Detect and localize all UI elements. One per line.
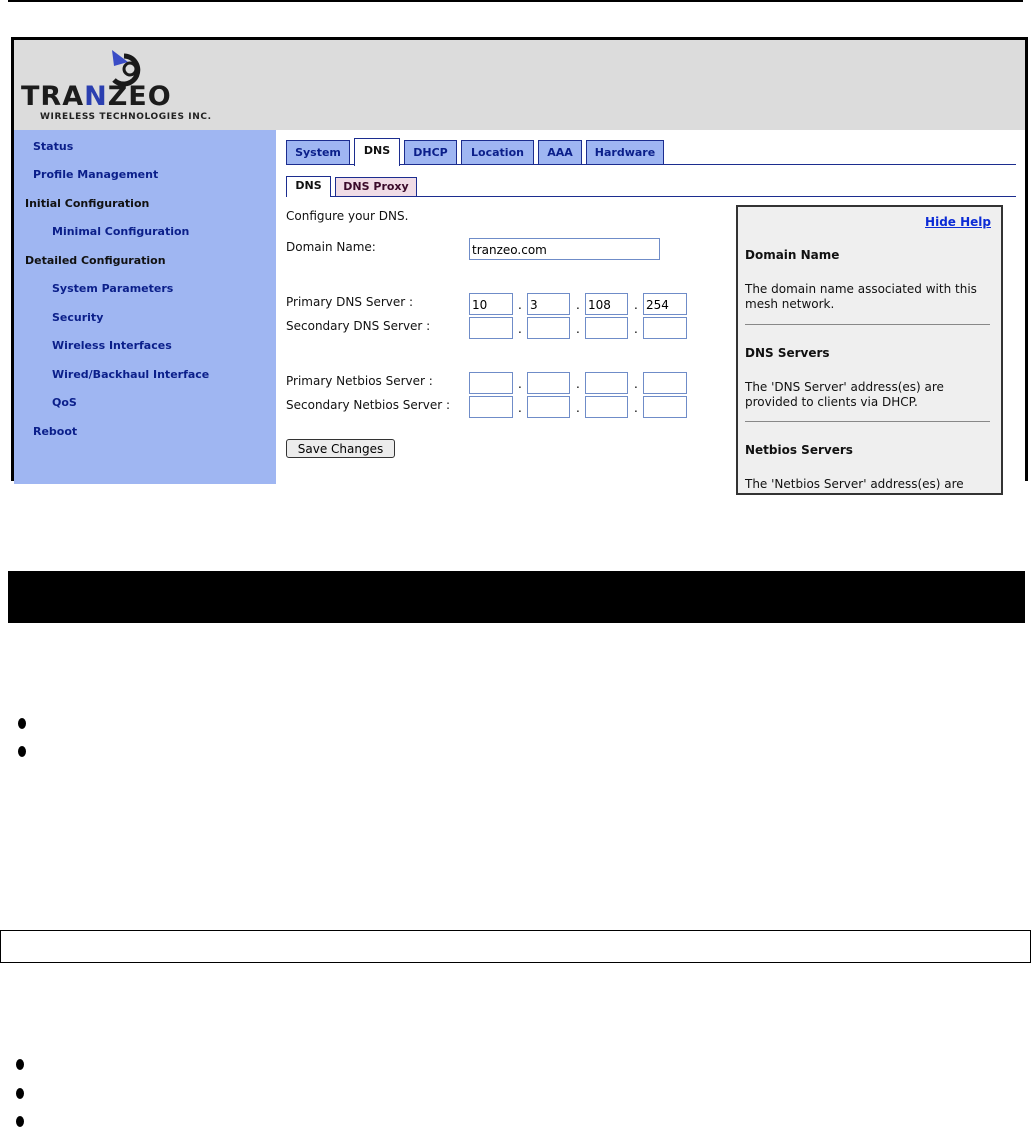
hide-help-link[interactable]: Hide Help <box>925 215 991 229</box>
bullet-icon <box>16 1059 24 1070</box>
ip-separator: . <box>576 377 580 391</box>
ip-separator: . <box>518 322 522 336</box>
help-dns-title: DNS Servers <box>745 346 830 360</box>
ip-separator: . <box>634 298 638 312</box>
subtab-bar <box>286 176 1016 197</box>
tab-aaa[interactable]: AAA <box>538 140 582 165</box>
help-netbios-title: Netbios Servers <box>745 443 853 457</box>
primary-dns-octet-4[interactable] <box>643 293 687 315</box>
primary-netbios-octet-4[interactable] <box>643 372 687 394</box>
ip-separator: . <box>518 298 522 312</box>
boxed-text-bar <box>0 930 1031 963</box>
secondary-dns-octet-1[interactable] <box>469 317 513 339</box>
ip-separator: . <box>518 377 522 391</box>
section-heading-bar <box>8 571 1025 623</box>
logo-tagline: WIRELESS TECHNOLOGIES INC. <box>40 112 212 122</box>
tab-hardware[interactable]: Hardware <box>586 140 664 165</box>
secondary-dns-label: Secondary DNS Server : <box>286 319 431 333</box>
primary-dns-octet-3[interactable] <box>585 293 628 315</box>
secondary-netbios-octet-4[interactable] <box>643 396 687 418</box>
subtab-dns[interactable]: DNS <box>286 176 331 197</box>
sidebar-item-wireless-interfaces[interactable]: Wireless Interfaces <box>52 339 172 352</box>
help-dns-text: The 'DNS Server' address(es) are provided to clients via DHCP. <box>745 380 944 409</box>
sidebar-heading-initial-configuration: Initial Configuration <box>25 197 150 210</box>
sidebar-item-security[interactable]: Security <box>52 311 104 324</box>
sidebar-item-status[interactable]: Status <box>33 140 74 153</box>
bullet-icon <box>18 746 26 757</box>
sidebar <box>14 130 276 484</box>
form-intro: Configure your DNS. <box>286 209 409 223</box>
bullet-icon <box>16 1116 24 1127</box>
sidebar-item-qos[interactable]: QoS <box>52 396 77 409</box>
secondary-dns-octet-4[interactable] <box>643 317 687 339</box>
ip-separator: . <box>576 401 580 415</box>
ip-separator: . <box>634 401 638 415</box>
screenshot-frame <box>11 37 1028 491</box>
primary-dns-octet-1[interactable] <box>469 293 513 315</box>
logo-wordmark: TRANZEO <box>21 81 172 112</box>
subtab-dns-proxy[interactable]: DNS Proxy <box>335 177 417 197</box>
tab-bar <box>286 138 1016 165</box>
tranzeo-logo <box>20 44 240 126</box>
primary-netbios-label: Primary Netbios Server : <box>286 374 433 388</box>
sidebar-item-minimal-configuration[interactable]: Minimal Configuration <box>52 225 190 238</box>
sidebar-item-reboot[interactable]: Reboot <box>33 425 78 438</box>
help-divider <box>745 421 990 422</box>
save-changes-button[interactable]: Save Changes <box>286 439 395 458</box>
bullet-icon <box>16 1088 24 1099</box>
ip-separator: . <box>576 298 580 312</box>
tab-dns[interactable]: DNS <box>354 138 400 166</box>
secondary-netbios-label: Secondary Netbios Server : <box>286 398 450 412</box>
secondary-netbios-octet-2[interactable] <box>527 396 570 418</box>
ip-separator: . <box>634 377 638 391</box>
primary-netbios-octet-1[interactable] <box>469 372 513 394</box>
main-content <box>276 130 1025 491</box>
help-domain-title: Domain Name <box>745 248 840 262</box>
ip-separator: . <box>634 322 638 336</box>
primary-dns-octet-2[interactable] <box>527 293 570 315</box>
secondary-dns-octet-2[interactable] <box>527 317 570 339</box>
secondary-netbios-octet-3[interactable] <box>585 396 628 418</box>
help-panel <box>736 205 1003 495</box>
sidebar-heading-detailed-configuration: Detailed Configuration <box>25 254 166 267</box>
help-domain-text: The domain name associated with this mesh network. <box>745 282 977 311</box>
tab-system[interactable]: System <box>286 140 350 165</box>
primary-dns-label: Primary DNS Server : <box>286 295 414 309</box>
primary-netbios-octet-2[interactable] <box>527 372 570 394</box>
tab-dhcp[interactable]: DHCP <box>404 140 457 165</box>
help-netbios-text: The 'Netbios Server' address(es) are <box>745 477 964 491</box>
domain-name-input[interactable] <box>469 238 660 260</box>
top-rule <box>8 0 1023 2</box>
secondary-dns-octet-3[interactable] <box>585 317 628 339</box>
ip-separator: . <box>518 401 522 415</box>
domain-name-label: Domain Name: <box>286 240 376 254</box>
sidebar-item-wired-backhaul-interface[interactable]: Wired/Backhaul Interface <box>52 368 210 381</box>
tab-location[interactable]: Location <box>461 140 534 165</box>
primary-netbios-octet-3[interactable] <box>585 372 628 394</box>
ip-separator: . <box>576 322 580 336</box>
help-divider <box>745 324 990 325</box>
secondary-netbios-octet-1[interactable] <box>469 396 513 418</box>
sidebar-item-system-parameters[interactable]: System Parameters <box>52 282 174 295</box>
header <box>14 40 1025 130</box>
bullet-icon <box>18 718 26 729</box>
sidebar-item-profile-management[interactable]: Profile Management <box>33 168 159 181</box>
